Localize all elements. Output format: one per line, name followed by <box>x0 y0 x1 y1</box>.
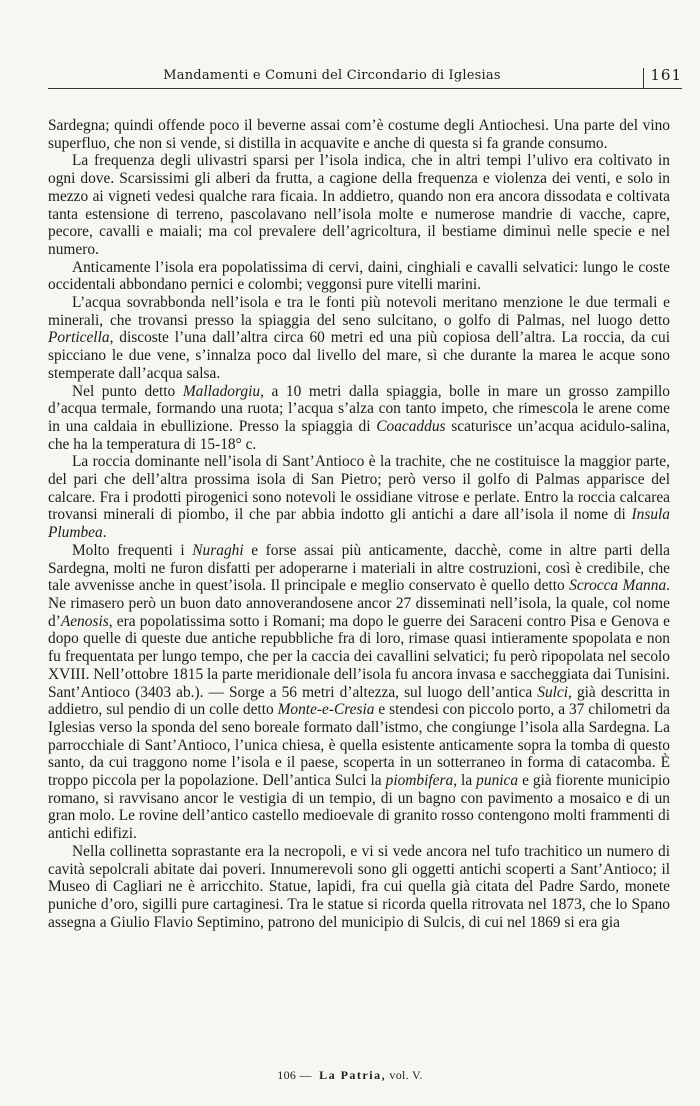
paragraph-p2 <box>48 152 670 258</box>
volume-label: vol. V. <box>389 1068 423 1082</box>
text-run: , già descritta in addietro, sul pendio di un colle detto <box>48 683 670 719</box>
italic-term: punica <box>476 772 519 790</box>
running-title: Mandamenti e Comuni del Circondario di Iglesias <box>163 68 501 83</box>
text-run: e forse assai più anticamente, dacchè, come in altre parti della Sardegna, molti ne furon disfatti per adoperarne i materiali in altre costruzioni, così è credibile, che tale avvenisse anche in quest’isola. Il principale e meglio conservato è quello detto <box>48 541 671 595</box>
page-number: 161 <box>650 66 682 84</box>
italic-term: Porticella <box>48 329 110 347</box>
paragraph-p6 <box>48 453 670 542</box>
italic-term: Nuraghi <box>192 541 244 559</box>
signature-mark: 106 — <box>277 1068 312 1082</box>
paragraph-p5 <box>48 383 670 454</box>
italic-term: Scrocca Manna <box>569 577 667 595</box>
text-run: La frequenza degli ulivastri sparsi per l’isola indica, che in altri tempi l’ulivo era coltivato in ogni dove. Scarsissimi gli alberi da frutta, a cagione della frequenza e violenza dei venti, e solo in mezzo ai vigneti vedesi qualche rara ficaia. In addietro, quando non era ancora dissodata e coltivata tanta estensione di terreno, pascolavano nell’isola molte e numerose mandrie di vacche, capre, pecore, cavalli e maiali; ma col prevalere dell’agricoltura, il bestiame diminuì nelle specie e nel numero. <box>48 152 670 258</box>
text-run: Sardegna; quindi offende poco il beverne assai com’è costume degli Antiochesi. Una parte del vino superfluo, che non si vende, si distilla in acquavite e anche di questa si fa grande consumo. <box>48 117 670 152</box>
italic-term: Insula Plumbea <box>48 506 670 542</box>
text-run: Molto frequenti i <box>72 541 193 559</box>
text-run: e già fiorente municipio romano, si ravvisano ancor le vestigia di un tempio, di un bagno con pavimento a mosaico e di un gran molo. Le rovine dell’antico castello medioevale di granito rosso contengono molti frammenti di antichi edifizi. <box>48 772 671 843</box>
text-run: scaturisce un’acqua acidulo-salina, che ha la temperatura di 15-18° c. <box>48 417 671 453</box>
paragraph-p8 <box>48 684 670 843</box>
text-run: Anticamente l’isola era popolatissima di cervi, daini, cinghiali e cavalli selvatici: lungo le coste occidentali abbondano pernici e colombi; veggonsi pure vitelli marini. <box>48 258 670 294</box>
work-title: La Patria, <box>319 1068 387 1082</box>
text-run: , la <box>453 772 477 790</box>
header-divider <box>643 68 644 88</box>
text-run: Sant’Antioco (3403 ab.). — Sorge a 56 metri d’altezza, sul luogo dell’antica <box>48 683 538 701</box>
italic-term: Coacaddus <box>376 417 446 435</box>
text-run: , a 10 metri dalla spiaggia, bolle in mare un grosso zampillo d’acqua termale, formando una ruota; l’acqua s’alza con tanto impeto, che rimescola le arene come in una caldaia in ebullizione. Presso la spiaggia di <box>48 382 670 435</box>
text-run: Nel punto detto <box>72 382 183 400</box>
paragraph-p7 <box>48 542 670 684</box>
running-header <box>48 66 682 89</box>
italic-term: Aenosis <box>60 612 109 630</box>
text-run: La roccia dominante nell’isola di Sant’Antioco è la trachite, che ne costituisce la maggior parte, del pari che dell’altra prossima isola di San Pietro; però verso il golfo di Palmas apparisce del calcare. Fra i prodotti pirogenici sono notevoli le ossidiane vitrose e perlate. Entro la roccia calcarea trovansi minerali di piombo, il che par abbia indotto gli antichi a dare all’isola il nome di <box>48 453 670 524</box>
paragraph-p1 <box>48 117 670 152</box>
page-footer <box>0 1068 700 1083</box>
paragraph-p4 <box>48 294 670 383</box>
italic-term: Sulci <box>537 683 569 701</box>
italic-term: Malladorgiu <box>182 382 261 400</box>
text-run: e stendesi con piccolo porto, a 37 chilometri da Iglesias verso la sponda del seno boreale formato dall’istmo, che congiunge l’isola alla Sardegna. La parrocchiale di Sant’Antioco, l’unica chiesa, è quella esistente anticamente sopra la tomba di questo santo, da cui traggono nome l’isola e il paese, scoperta in un sotterraneo in forma di catacomba. È troppo piccola per la popolazione. Dell’antica Sulci la <box>48 701 670 790</box>
text-run: Nella collinetta soprastante era la necropoli, e vi si vede ancora nel tufo trachitico un numero di cavità sepolcrali abitate dai poveri. Innumerevoli sono gli oggetti antichi scoperti a Sant’Antioco; il Museo di Cagliari ne è arricchito. Statue, lapidi, fra cui quella già citata del Padre Sardo, monete puniche d’oro, sigilli pure cartaginesi. Tra le statue si ricorda quella ritrovata nel 1873, che lo Spano assegna a Giulio Flavio Septimino, patrono del municipio di Sulcis, di cui nel 1869 si era gia <box>48 842 670 931</box>
italic-term: Monte-e-Cresia <box>277 701 375 719</box>
text-run: , discoste l’una dall’altra circa 60 metri ed una più copiosa dell’altra. La roccia, da cui spicciano le due vene, s’innalza poco dal livello del mare, sì che durante la marea le acque sono stemperate dall’acqua salsa. <box>48 329 670 382</box>
body-text <box>48 117 670 931</box>
paragraph-p9 <box>48 843 670 932</box>
text-run: L’acqua sovrabbonda nell’isola e tra le fonti più notevoli meritano menzione le due termali e minerali, che trovansi presso la spiaggia del seno sulcitano, o golfo di Palmas, nel luogo detto <box>48 294 670 329</box>
text-run: , era popolatissima sotto i Romani; ma dopo le guerre dei Saraceni contro Pisa e Genova e dopo quelle di queste due antiche repubbliche fra di loro, rimase quasi intieramente spopolata e non fu frequentata per lungo tempo, che per la caccia dei cavallini selvatici; fu però ripopolata nel secolo XVIII. Nell’ottobre 1815 la parte meridionale dell’isola fu ancora invasa e saccheggiata dai Tunisini. <box>48 612 670 683</box>
paragraph-p3 <box>48 259 670 294</box>
text-run: . Ne rimasero però un buon dato annoverandosene ancor 27 disseminati nell’isola, la quale, col nome d’ <box>48 577 671 630</box>
text-run: . <box>102 524 107 542</box>
italic-term: piombifera <box>385 772 454 790</box>
